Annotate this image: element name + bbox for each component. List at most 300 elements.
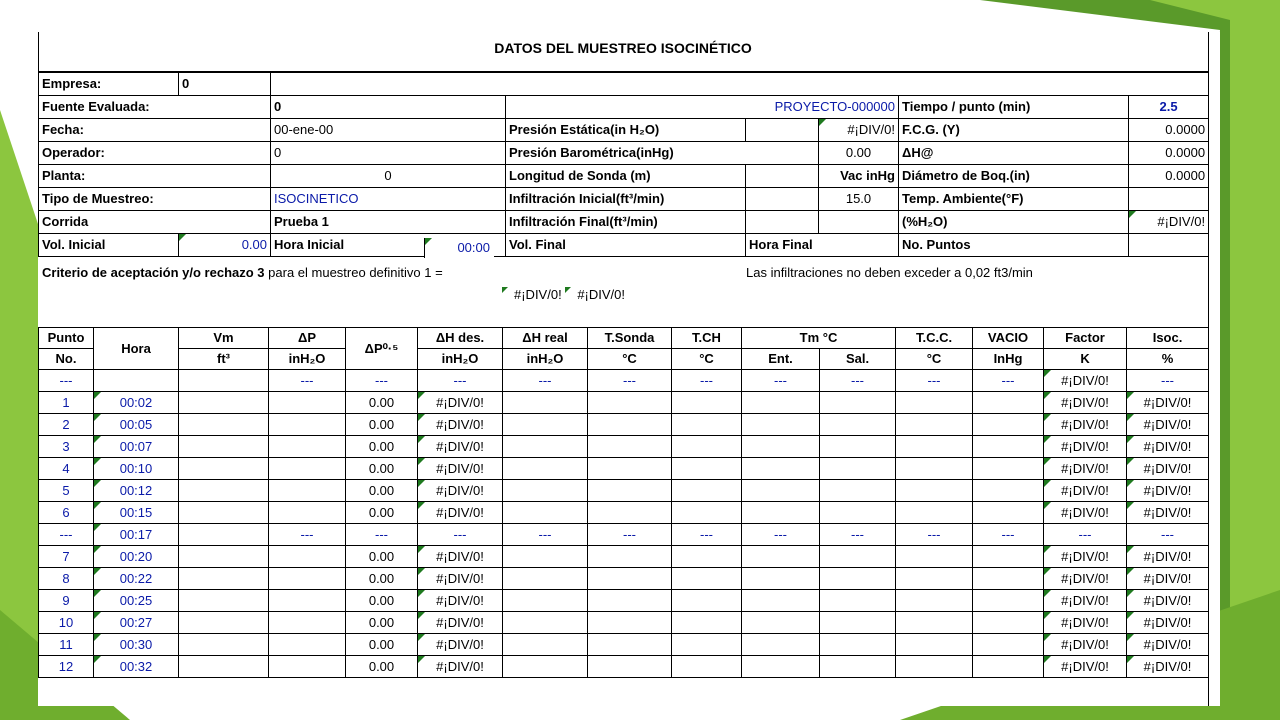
right-edge-column xyxy=(1208,32,1220,706)
cell-dhreal[interactable] xyxy=(503,634,588,656)
cell-dhreal[interactable] xyxy=(503,612,588,634)
presion-barometrica-value[interactable]: 0.00 xyxy=(819,142,899,165)
cell-tsonda[interactable] xyxy=(588,502,672,524)
fuente-label: Fuente Evaluada: xyxy=(39,96,271,119)
cell-tch[interactable] xyxy=(672,414,742,436)
col-dhreal-unit: inH₂O xyxy=(503,349,588,370)
cell-isoc[interactable]: #¡DIV/0! xyxy=(1127,634,1209,656)
cell-punto[interactable]: 12 xyxy=(39,656,94,678)
cell-dhdes[interactable]: #¡DIV/0! xyxy=(418,634,503,656)
row-corrida xyxy=(39,211,1209,234)
row-vol xyxy=(39,234,1209,257)
cell-tsonda[interactable]: --- xyxy=(588,370,672,392)
cell-dhreal[interactable] xyxy=(503,546,588,568)
col-isoc-unit: % xyxy=(1127,349,1209,370)
cell-vacio[interactable] xyxy=(973,634,1044,656)
cell-vm[interactable] xyxy=(179,392,269,414)
cell-sal[interactable] xyxy=(820,392,896,414)
col-tcc: T.C.C. xyxy=(896,328,973,349)
cell-factor[interactable]: #¡DIV/0! xyxy=(1044,458,1127,480)
table-row xyxy=(39,590,1209,612)
cell-punto[interactable]: --- xyxy=(39,524,94,546)
cell-vacio[interactable] xyxy=(973,590,1044,612)
criteria-text xyxy=(42,265,443,280)
cell-dp[interactable] xyxy=(269,656,346,678)
col-vacio: VACIO xyxy=(973,328,1044,349)
infil-fin-blank xyxy=(746,211,819,234)
cell-dhreal[interactable] xyxy=(503,392,588,414)
cell-punto[interactable]: 3 xyxy=(39,436,94,458)
data-table xyxy=(38,327,1209,678)
cell-dp05[interactable]: --- xyxy=(346,370,418,392)
cell-tsonda[interactable] xyxy=(588,590,672,612)
cell-dp[interactable] xyxy=(269,414,346,436)
cell-dp05[interactable]: 0.00 xyxy=(346,392,418,414)
cell-vm[interactable] xyxy=(179,436,269,458)
table-row xyxy=(39,524,1209,546)
cell-sal[interactable] xyxy=(820,590,896,612)
cell-dp[interactable]: --- xyxy=(269,370,346,392)
col-dhdes-unit: inH₂O xyxy=(418,349,503,370)
cell-dhdes[interactable]: #¡DIV/0! xyxy=(418,612,503,634)
cell-tsonda[interactable] xyxy=(588,480,672,502)
h2o-value[interactable]: #¡DIV/0! xyxy=(1129,211,1209,234)
cell-sal[interactable] xyxy=(820,656,896,678)
cell-vacio[interactable] xyxy=(973,436,1044,458)
cell-ent[interactable] xyxy=(742,568,820,590)
marker-icon xyxy=(565,287,571,293)
corrida-value[interactable]: Prueba 1 xyxy=(271,211,506,234)
tiempo-value[interactable]: 2.5 xyxy=(1129,96,1209,119)
presion-estatica-value[interactable]: #¡DIV/0! xyxy=(819,119,899,142)
cell-sal[interactable] xyxy=(820,458,896,480)
cell-hora[interactable]: 00:17 xyxy=(94,524,179,546)
cell-ent[interactable] xyxy=(742,480,820,502)
infil-ini-blank xyxy=(746,188,819,211)
col-no: No. xyxy=(39,349,94,370)
cell-hora[interactable]: 00:20 xyxy=(94,546,179,568)
cell-dhreal[interactable] xyxy=(503,568,588,590)
cell-punto[interactable]: --- xyxy=(39,370,94,392)
cell-dhdes[interactable]: #¡DIV/0! xyxy=(418,502,503,524)
cell-dp[interactable] xyxy=(269,568,346,590)
cell-dp[interactable] xyxy=(269,502,346,524)
cell-vm[interactable] xyxy=(179,458,269,480)
criteria-value-2: #¡DIV/0! xyxy=(577,287,625,302)
cell-ent[interactable] xyxy=(742,458,820,480)
row-fuente xyxy=(39,96,1209,119)
table-row xyxy=(39,502,1209,524)
cell-ent[interactable] xyxy=(742,502,820,524)
cell-dp05[interactable]: 0.00 xyxy=(346,458,418,480)
cell-vm[interactable] xyxy=(179,480,269,502)
fcg-value[interactable]: 0.0000 xyxy=(1129,119,1209,142)
cell-tcc[interactable] xyxy=(896,502,973,524)
cell-dp[interactable] xyxy=(269,436,346,458)
cell-vm[interactable] xyxy=(179,524,269,546)
cell-factor[interactable]: #¡DIV/0! xyxy=(1044,370,1127,392)
cell-punto[interactable]: 4 xyxy=(39,458,94,480)
cell-hora[interactable]: 00:25 xyxy=(94,590,179,612)
cell-dp05[interactable]: 0.00 xyxy=(346,502,418,524)
cell-ent[interactable] xyxy=(742,392,820,414)
cell-ent[interactable]: --- xyxy=(742,524,820,546)
spreadsheet xyxy=(38,32,1220,706)
cell-tch[interactable] xyxy=(672,634,742,656)
longitud-label: Longitud de Sonda (m) xyxy=(506,165,746,188)
cell-tsonda[interactable] xyxy=(588,458,672,480)
table-row xyxy=(39,656,1209,678)
cell-vacio[interactable] xyxy=(973,656,1044,678)
cell-hora[interactable]: 00:27 xyxy=(94,612,179,634)
cell-dp[interactable] xyxy=(269,634,346,656)
cell-vm[interactable] xyxy=(179,590,269,612)
cell-ent[interactable] xyxy=(742,546,820,568)
cell-tch[interactable]: --- xyxy=(672,370,742,392)
longitud-value[interactable] xyxy=(746,165,819,188)
cell-vm[interactable] xyxy=(179,414,269,436)
cell-dp05[interactable]: 0.00 xyxy=(346,634,418,656)
cell-tcc[interactable] xyxy=(896,480,973,502)
puntos-label: No. Puntos xyxy=(899,234,1129,257)
cell-dhdes[interactable]: #¡DIV/0! xyxy=(418,656,503,678)
cell-vacio[interactable] xyxy=(973,480,1044,502)
infil-fin-label: Infiltración Final(ft³/min) xyxy=(506,211,746,234)
cell-dp05[interactable]: 0.00 xyxy=(346,480,418,502)
col-tcc-unit: °C xyxy=(896,349,973,370)
cell-tcc[interactable] xyxy=(896,656,973,678)
tipo-label: Tipo de Muestreo: xyxy=(39,188,271,211)
cell-tch[interactable] xyxy=(672,458,742,480)
dh-label: ΔH@ xyxy=(899,142,1129,165)
cell-ent[interactable] xyxy=(742,634,820,656)
cell-hora[interactable]: 00:05 xyxy=(94,414,179,436)
cell-hora[interactable]: 00:02 xyxy=(94,392,179,414)
cell-dp05[interactable]: 0.00 xyxy=(346,546,418,568)
cell-tcc[interactable]: --- xyxy=(896,524,973,546)
cell-hora[interactable]: 00:22 xyxy=(94,568,179,590)
cell-dhreal[interactable] xyxy=(503,502,588,524)
cell-sal[interactable]: --- xyxy=(820,524,896,546)
dh-value[interactable]: 0.0000 xyxy=(1129,142,1209,165)
col-dp-unit: inH₂O xyxy=(269,349,346,370)
cell-tch[interactable] xyxy=(672,546,742,568)
cell-tcc[interactable] xyxy=(896,634,973,656)
tiempo-label: Tiempo / punto (min) xyxy=(899,96,1129,119)
cell-dp05[interactable]: 0.00 xyxy=(346,436,418,458)
header-row-1 xyxy=(39,328,1209,349)
cell-dp[interactable]: --- xyxy=(269,524,346,546)
criteria-block xyxy=(38,263,1208,325)
col-tsonda: T.Sonda xyxy=(588,328,672,349)
cell-isoc[interactable]: #¡DIV/0! xyxy=(1127,590,1209,612)
cell-vacio[interactable] xyxy=(973,612,1044,634)
cell-dp05[interactable]: 0.00 xyxy=(346,568,418,590)
col-dp05: ΔP⁰·⁵ xyxy=(346,328,418,370)
col-ft3: ft³ xyxy=(179,349,269,370)
diametro-label: Diámetro de Boq.(in) xyxy=(899,165,1129,188)
cell-dhreal[interactable]: --- xyxy=(503,370,588,392)
cell-tsonda[interactable] xyxy=(588,634,672,656)
cell-punto[interactable]: 1 xyxy=(39,392,94,414)
cell-tsonda[interactable] xyxy=(588,436,672,458)
cell-punto[interactable]: 8 xyxy=(39,568,94,590)
cell-hora[interactable]: 00:30 xyxy=(94,634,179,656)
vac-label: Vac inHg xyxy=(819,165,899,188)
col-vacio-unit: InHg xyxy=(973,349,1044,370)
cell-sal[interactable] xyxy=(820,436,896,458)
cell-hora[interactable]: 00:07 xyxy=(94,436,179,458)
col-dhreal: ΔH real xyxy=(503,328,588,349)
criteria-note: Las infiltraciones no deben exceder a 0,02 ft3/min xyxy=(746,265,1033,280)
cell-isoc[interactable]: #¡DIV/0! xyxy=(1127,480,1209,502)
cell-isoc[interactable]: #¡DIV/0! xyxy=(1127,546,1209,568)
temp-value[interactable] xyxy=(1129,188,1209,211)
cell-tsonda[interactable] xyxy=(588,568,672,590)
cell-tch[interactable] xyxy=(672,590,742,612)
cell-dhdes[interactable]: #¡DIV/0! xyxy=(418,414,503,436)
info-table xyxy=(38,72,1209,257)
cell-dhdes[interactable]: #¡DIV/0! xyxy=(418,458,503,480)
cell-vacio[interactable]: --- xyxy=(973,524,1044,546)
cell-tcc[interactable] xyxy=(896,414,973,436)
vol-ini-label: Vol. Inicial xyxy=(39,234,179,257)
cell-isoc[interactable]: #¡DIV/0! xyxy=(1127,458,1209,480)
proyecto-value[interactable]: PROYECTO-000000 xyxy=(506,96,899,119)
presion-barometrica-label: Presión Barométrica(inHg) xyxy=(506,142,819,165)
sheet-title: DATOS DEL MUESTREO ISOCINÉTICO xyxy=(494,40,752,56)
cell-dp05[interactable]: 0.00 xyxy=(346,414,418,436)
col-dp: ΔP xyxy=(269,328,346,349)
cell-sal[interactable]: --- xyxy=(820,370,896,392)
cell-dhreal[interactable] xyxy=(503,656,588,678)
cell-ent[interactable]: --- xyxy=(742,370,820,392)
cell-punto[interactable]: 2 xyxy=(39,414,94,436)
cell-hora[interactable]: 00:15 xyxy=(94,502,179,524)
cell-isoc[interactable]: #¡DIV/0! xyxy=(1127,392,1209,414)
cell-vacio[interactable] xyxy=(973,392,1044,414)
cell-factor[interactable]: --- xyxy=(1044,524,1127,546)
vol-fin-label: Vol. Final xyxy=(506,234,746,257)
cell-tch[interactable] xyxy=(672,436,742,458)
cell-dhreal[interactable] xyxy=(503,414,588,436)
table-row xyxy=(39,480,1209,502)
criteria-middle: para el muestreo definitivo 1 = xyxy=(268,265,443,280)
row-tipo xyxy=(39,188,1209,211)
cell-dhdes[interactable]: #¡DIV/0! xyxy=(418,392,503,414)
col-dhdes: ΔH des. xyxy=(418,328,503,349)
cell-tch[interactable] xyxy=(672,480,742,502)
cell-dhreal[interactable]: --- xyxy=(503,524,588,546)
table-row xyxy=(39,370,1209,392)
fuente-value[interactable]: 0 xyxy=(271,96,506,119)
hora-ini-value[interactable]: 00:00 xyxy=(424,238,494,258)
criteria-value-1: #¡DIV/0! xyxy=(514,287,562,302)
cell-isoc[interactable]: #¡DIV/0! xyxy=(1127,568,1209,590)
cell-dp[interactable] xyxy=(269,546,346,568)
cell-punto[interactable]: 6 xyxy=(39,502,94,524)
cell-tcc[interactable] xyxy=(896,612,973,634)
cell-vacio[interactable] xyxy=(973,502,1044,524)
cell-vm[interactable] xyxy=(179,612,269,634)
cell-vacio[interactable] xyxy=(973,458,1044,480)
cell-tsonda[interactable] xyxy=(588,546,672,568)
cell-hora[interactable]: 00:32 xyxy=(94,656,179,678)
cell-ent[interactable] xyxy=(742,414,820,436)
cell-isoc[interactable]: #¡DIV/0! xyxy=(1127,436,1209,458)
col-factor: Factor xyxy=(1044,328,1127,349)
cell-tsonda[interactable] xyxy=(588,414,672,436)
cell-isoc[interactable]: #¡DIV/0! xyxy=(1127,502,1209,524)
cell-tcc[interactable] xyxy=(896,458,973,480)
cell-isoc[interactable]: --- xyxy=(1127,370,1209,392)
cell-factor[interactable]: #¡DIV/0! xyxy=(1044,480,1127,502)
data-body xyxy=(39,370,1209,678)
cell-factor[interactable]: #¡DIV/0! xyxy=(1044,612,1127,634)
cell-tcc[interactable] xyxy=(896,392,973,414)
cell-dhreal[interactable] xyxy=(503,458,588,480)
cell-dp[interactable] xyxy=(269,392,346,414)
cell-vm[interactable] xyxy=(179,370,269,392)
cell-factor[interactable]: #¡DIV/0! xyxy=(1044,656,1127,678)
marker-icon xyxy=(502,287,508,293)
diametro-value[interactable]: 0.0000 xyxy=(1129,165,1209,188)
col-punto: Punto xyxy=(39,328,94,349)
cell-factor[interactable]: #¡DIV/0! xyxy=(1044,414,1127,436)
cell-dp05[interactable]: 0.00 xyxy=(346,656,418,678)
infil-ini-value[interactable]: 15.0 xyxy=(819,188,899,211)
planta-value[interactable]: 0 xyxy=(271,165,506,188)
cell-punto[interactable]: 11 xyxy=(39,634,94,656)
cell-tch[interactable]: --- xyxy=(672,524,742,546)
cell-vacio[interactable] xyxy=(973,546,1044,568)
row-empresa xyxy=(39,73,1209,96)
fecha-value[interactable]: 00-ene-00 xyxy=(271,119,506,142)
cell-factor[interactable]: #¡DIV/0! xyxy=(1044,502,1127,524)
col-tm: Tm °C xyxy=(742,328,896,349)
cell-vacio[interactable]: --- xyxy=(973,370,1044,392)
cell-sal[interactable] xyxy=(820,568,896,590)
cell-tcc[interactable] xyxy=(896,568,973,590)
cell-dp05[interactable]: --- xyxy=(346,524,418,546)
table-row xyxy=(39,392,1209,414)
cell-dhdes[interactable]: --- xyxy=(418,524,503,546)
cell-tsonda[interactable] xyxy=(588,656,672,678)
cell-tsonda[interactable]: --- xyxy=(588,524,672,546)
cell-sal[interactable] xyxy=(820,612,896,634)
cell-dp05[interactable]: 0.00 xyxy=(346,612,418,634)
vol-ini-value[interactable]: 0.00 xyxy=(179,234,271,257)
operador-value[interactable]: 0 xyxy=(271,142,506,165)
cell-ent[interactable] xyxy=(742,612,820,634)
cell-vm[interactable] xyxy=(179,546,269,568)
cell-sal[interactable] xyxy=(820,546,896,568)
temp-label: Temp. Ambiente(°F) xyxy=(899,188,1129,211)
cell-tch[interactable] xyxy=(672,656,742,678)
cell-tcc[interactable] xyxy=(896,546,973,568)
cell-tch[interactable] xyxy=(672,568,742,590)
cell-dp[interactable] xyxy=(269,480,346,502)
cell-vacio[interactable] xyxy=(973,414,1044,436)
cell-dhdes[interactable]: #¡DIV/0! xyxy=(418,546,503,568)
cell-vm[interactable] xyxy=(179,634,269,656)
tipo-value[interactable]: ISOCINETICO xyxy=(271,188,506,211)
row-operador xyxy=(39,142,1209,165)
cell-punto[interactable]: 5 xyxy=(39,480,94,502)
cell-dp[interactable] xyxy=(269,590,346,612)
row-fecha xyxy=(39,119,1209,142)
cell-factor[interactable]: #¡DIV/0! xyxy=(1044,568,1127,590)
cell-vacio[interactable] xyxy=(973,568,1044,590)
cell-sal[interactable] xyxy=(820,634,896,656)
cell-vm[interactable] xyxy=(179,656,269,678)
cell-hora[interactable]: 00:10 xyxy=(94,458,179,480)
cell-dhdes[interactable]: #¡DIV/0! xyxy=(418,590,503,612)
cell-tch[interactable] xyxy=(672,392,742,414)
planta-label: Planta: xyxy=(39,165,271,188)
puntos-value[interactable] xyxy=(1129,234,1209,257)
cell-punto[interactable]: 10 xyxy=(39,612,94,634)
cell-tcc[interactable]: --- xyxy=(896,370,973,392)
cell-punto[interactable]: 9 xyxy=(39,590,94,612)
hora-ini-label: Hora Inicial xyxy=(271,234,506,257)
cell-factor[interactable]: #¡DIV/0! xyxy=(1044,392,1127,414)
cell-dp[interactable] xyxy=(269,612,346,634)
cell-isoc[interactable]: #¡DIV/0! xyxy=(1127,414,1209,436)
cell-dhreal[interactable] xyxy=(503,436,588,458)
cell-sal[interactable] xyxy=(820,502,896,524)
cell-ent[interactable] xyxy=(742,590,820,612)
cell-hora[interactable]: 00:12 xyxy=(94,480,179,502)
cell-sal[interactable] xyxy=(820,480,896,502)
cell-dhdes[interactable]: #¡DIV/0! xyxy=(418,480,503,502)
col-tch: T.CH xyxy=(672,328,742,349)
cell-vm[interactable] xyxy=(179,568,269,590)
cell-isoc[interactable]: #¡DIV/0! xyxy=(1127,656,1209,678)
cell-ent[interactable] xyxy=(742,436,820,458)
col-isoc: Isoc. xyxy=(1127,328,1209,349)
cell-isoc[interactable]: #¡DIV/0! xyxy=(1127,612,1209,634)
cell-tcc[interactable] xyxy=(896,590,973,612)
cell-factor[interactable]: #¡DIV/0! xyxy=(1044,590,1127,612)
cell-dhreal[interactable] xyxy=(503,590,588,612)
cell-tch[interactable] xyxy=(672,502,742,524)
cell-dhdes[interactable]: #¡DIV/0! xyxy=(418,436,503,458)
cell-dhdes[interactable]: #¡DIV/0! xyxy=(418,568,503,590)
cell-tch[interactable] xyxy=(672,612,742,634)
cell-factor[interactable]: #¡DIV/0! xyxy=(1044,634,1127,656)
cell-dhreal[interactable] xyxy=(503,480,588,502)
cell-punto[interactable]: 7 xyxy=(39,546,94,568)
cell-factor[interactable]: #¡DIV/0! xyxy=(1044,546,1127,568)
cell-tcc[interactable] xyxy=(896,436,973,458)
empresa-value[interactable]: 0 xyxy=(179,73,271,96)
cell-tsonda[interactable] xyxy=(588,392,672,414)
cell-dp05[interactable]: 0.00 xyxy=(346,590,418,612)
cell-hora[interactable] xyxy=(94,370,179,392)
fcg-label: F.C.G. (Y) xyxy=(899,119,1129,142)
cell-vm[interactable] xyxy=(179,502,269,524)
infil-fin-value[interactable] xyxy=(819,211,899,234)
cell-ent[interactable] xyxy=(742,656,820,678)
cell-dhdes[interactable]: --- xyxy=(418,370,503,392)
cell-factor[interactable]: #¡DIV/0! xyxy=(1044,436,1127,458)
operador-label: Operador: xyxy=(39,142,271,165)
cell-isoc[interactable]: --- xyxy=(1127,524,1209,546)
cell-sal[interactable] xyxy=(820,414,896,436)
cell-tsonda[interactable] xyxy=(588,612,672,634)
cell-dp[interactable] xyxy=(269,458,346,480)
